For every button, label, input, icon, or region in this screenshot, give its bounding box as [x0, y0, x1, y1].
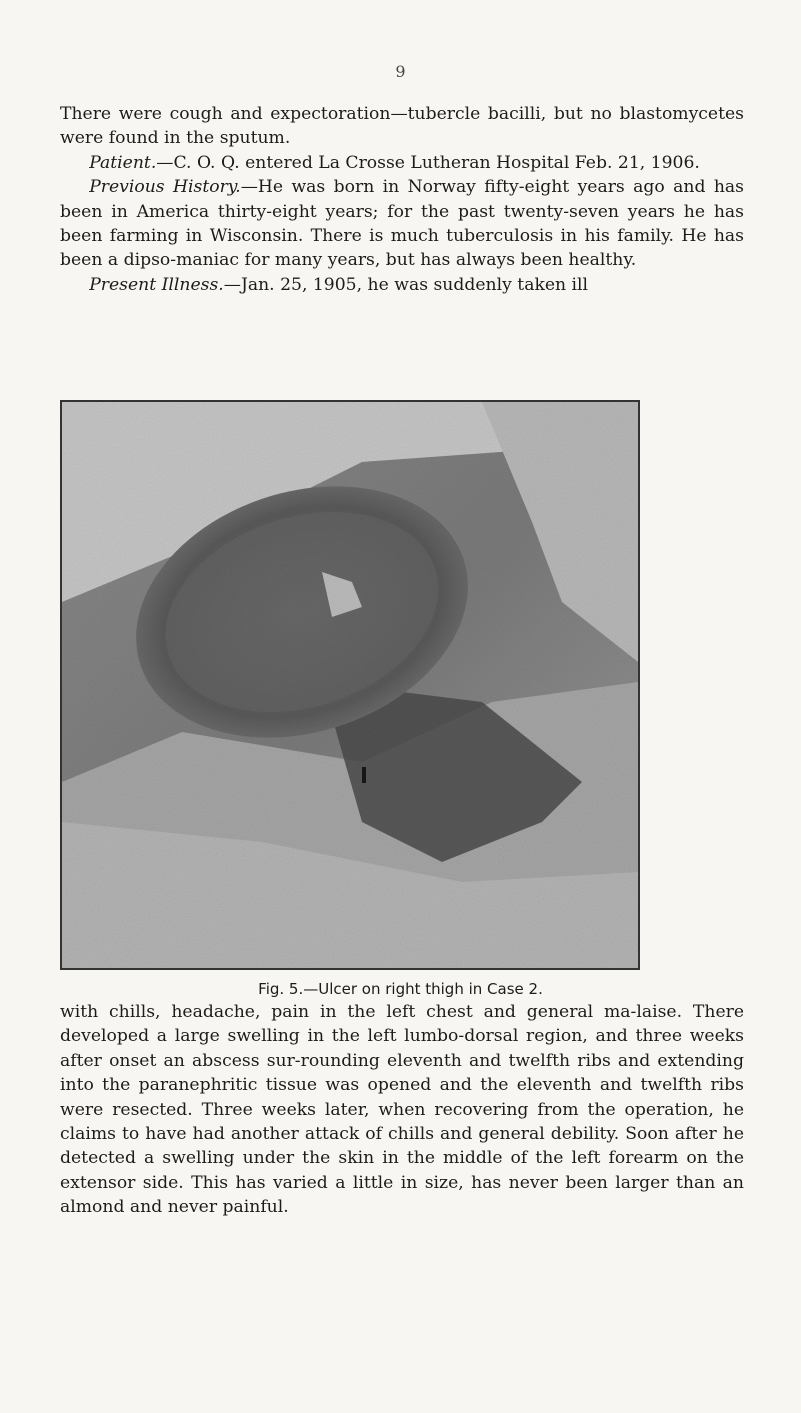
paragraph-patient	[60, 151, 744, 175]
heading-previous-history: Previous History.	[89, 177, 241, 198]
heading-present-illness: Present Illness.	[89, 274, 224, 295]
paragraph-sputum: There were cough and expectoration—tubercle bacilli, but no blastomycetes were found in the sputum.	[60, 104, 744, 149]
heading-patient: Patient.	[89, 152, 157, 173]
photograph-illustration	[62, 402, 638, 968]
ulcer-photograph	[60, 400, 640, 970]
page-number: 9	[395, 62, 406, 81]
patient-text: —C. O. Q. entered La Crosse Lutheran Hospital Feb. 21, 1906.	[156, 152, 700, 173]
bottom-text-block	[60, 1000, 744, 1220]
paragraph-present-illness	[60, 273, 744, 297]
figure-caption: Fig. 5.—Ulcer on right thigh in Case 2.	[258, 980, 543, 998]
present-illness-text: —Jan. 25, 1905, he was suddenly taken ill	[223, 274, 589, 295]
top-text-block	[60, 102, 744, 297]
paragraph-continued: with chills, headache, pain in the left chest and general ma-laise. There developed a large swelling in the left lumbo-dorsal region, and three weeks after onset an abscess sur-rounding eleventh and twelfth ribs and extending into the paranephritic tissue was opened and the eleventh and twelfth ribs were resected. Three weeks later, when recovering from the operation, he claims to have had another attack of chills and general debility. Soon after he detected a swelling under the skin in the middle of the left forearm on the extensor side. This has varied a little in size, has never been larger than an almond and never painful.	[60, 1002, 744, 1218]
previous-history-text: —He was born in Norway fifty-eight years ago and has been in America thirty-eight years; for the past twenty-seven years he has been farming in Wisconsin. There is much tuberculosis in his family. He has been a dipso-maniac for many years, but has always been healthy.	[60, 177, 744, 271]
paragraph-previous-history	[60, 175, 744, 273]
